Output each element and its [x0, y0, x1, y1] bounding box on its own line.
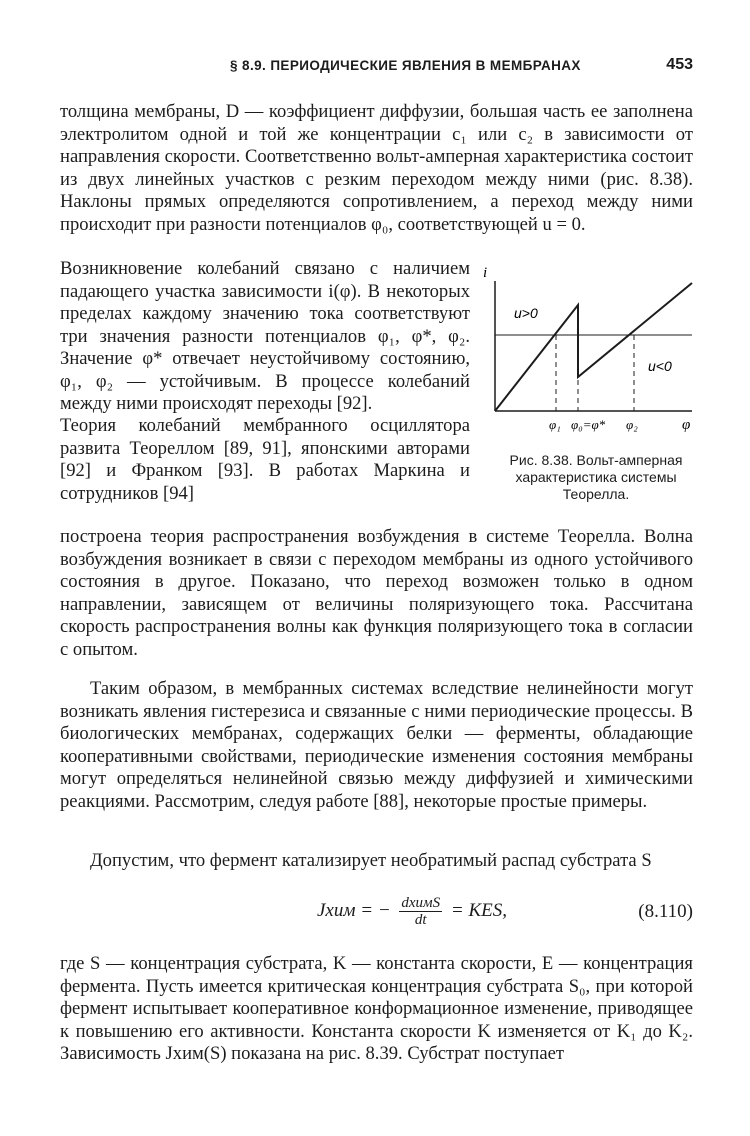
region-lower-label: u<0 — [648, 358, 672, 374]
paragraph-enzyme: Допустим, что фермент катализирует необратимый распад субстрата S — [90, 850, 652, 871]
paragraph-excitation-wave: построена теория распространения возбуждения в системе Теорелла. Волна возбуждения возникает в связи с переходом мембраны из одного устойчивого состояния в другое. Показано, что переход возможен только в одном направлении, зависящем от величины поляризующего тока. Рассчитана скорость распространения волны как функция поляризующего тока в согласии с опытом. — [60, 526, 693, 660]
figure-8-38-iv-curve — [480, 263, 700, 438]
tick-label-phi0-phi-star: φ₀=φ* — [571, 417, 606, 432]
paragraph-hysteresis: Таким образом, в мембранных системах вследствие нелинейности могут возникать явления гистерезиса и связанные с ними периодические процессы. В биологических мембранах, содержащих белки — ферменты, обладающие кооперативными свойствами, периодические изменения состояния мембраны могут определяться нелинейной связью между диффузией и химическими реакциями. Рассмотрим, следуя работе [88], некоторые простые примеры. — [60, 678, 693, 812]
paragraph-theory-authors: Теория колебаний мембранного осциллятора развита Теореллом [89, 91], японскими авторами [92] и Франком [93]. В работах Маркина и сотрудников [94] — [60, 415, 470, 504]
equation-formula — [317, 895, 507, 928]
running-title: § 8.9. ПЕРИОДИЧЕСКИЕ ЯВЛЕНИЯ В МЕМБРАНАХ — [230, 58, 581, 73]
tick-label-phi2: φ₂ — [626, 417, 638, 432]
equation-numerator: dхимS — [401, 895, 441, 911]
y-axis-label: i — [483, 265, 488, 281]
equation-fraction — [399, 895, 442, 928]
x-axis-label: φ — [682, 417, 691, 433]
iv-curve — [495, 283, 692, 411]
figure-caption: Рис. 8.38. Вольт-амперная характеристика системы Теорелла. — [509, 452, 683, 502]
page-header — [60, 58, 693, 80]
paragraph-1: толщина мембраны, D — коэффициент диффузии, большая часть ее заполнена электролитом одной и той же концентрации c₁ или c₂ в зависимости от направления скорости. Соответственно вольт-амперная характеристика состоит из двух линейных участков с резким переходом между ними (рис. 8.38). Наклоны прямых определяются сопротивлением, а переход между ними происходит при разности потенциалов φ₀, соответствующей u = 0. — [60, 101, 694, 235]
equation-8-110 — [60, 893, 693, 933]
equation-denominator: dt — [414, 912, 427, 928]
region-upper-label: u>0 — [514, 305, 538, 321]
page-number: 453 — [666, 56, 693, 73]
equation-lhs: Jхим = − — [317, 899, 391, 921]
paragraph-substrate: где S — концентрация субстрата, K — константа скорости, E — концентрация фермента. Пусть имеется критическая концентрация субстрата S₀, при которой фермент испытывает кооперативное конформационное изменение, приводящее к повышению его активности. Константа скорости K изменяется от K₁ до K₂. Зависимость Jхим(S) показана на рис. 8.39. Субстрат поступает — [60, 953, 693, 1064]
equation-number: (8.110) — [638, 901, 693, 922]
tick-label-phi1: φ₁ — [549, 417, 561, 432]
paragraph-oscillation-onset: Возникновение колебаний связано с наличием падающего участка зависимости i(φ). В некоторых пределах каждому значению тока соответствуют три значения разности потенциалов φ₁, φ*, φ₂. Значение φ* отвечает неустойчивому состоянию, φ₁, φ₂ — устойчивым. В процессе колебаний между ними происходят переходы [92]. — [60, 258, 470, 414]
equation-rhs: = KES, — [450, 899, 507, 921]
